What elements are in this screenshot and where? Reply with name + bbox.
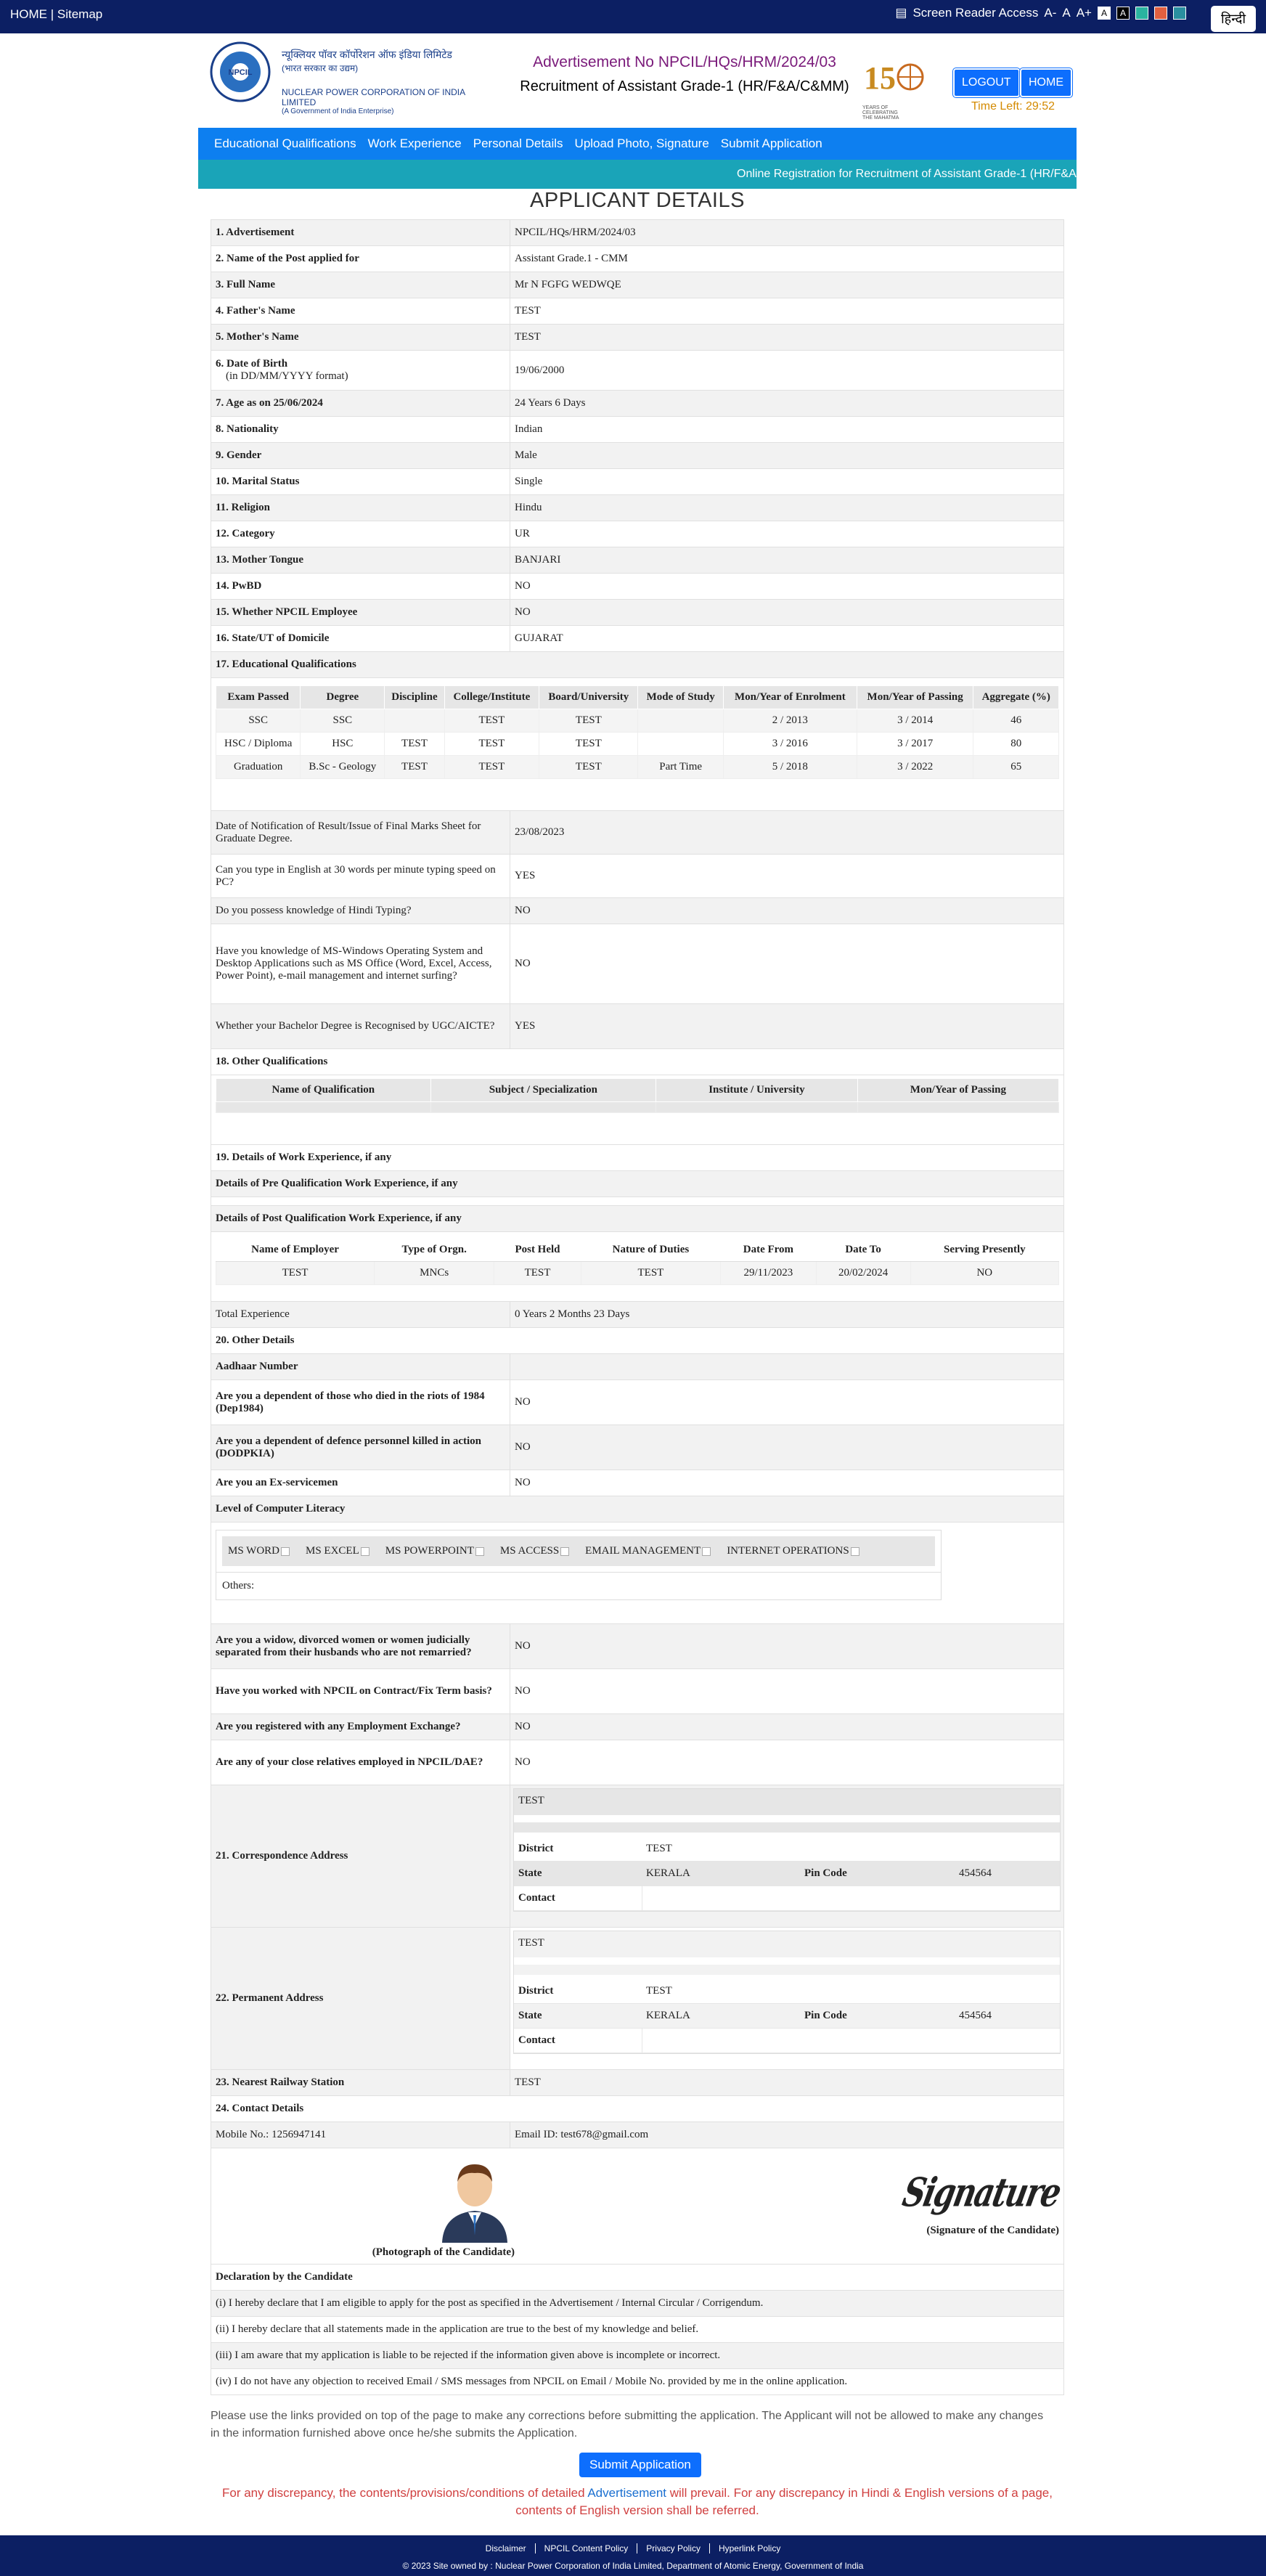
cell: 3 / 2016 [723,733,857,756]
nav-submit-application[interactable]: Submit Application [720,136,822,150]
edu-heading: 17. Educational Qualifications [216,659,356,670]
row-value: TEST [515,305,541,317]
contact-label: Contact [514,2029,642,2053]
cell: TEST [539,733,638,756]
font-increase-button[interactable]: A+ [1076,6,1092,20]
literacy-ms-word[interactable]: MS WORD [228,1545,290,1557]
row-value: Single [515,476,543,487]
detail-row [211,220,1064,246]
row-value: 23/08/2023 [515,826,565,838]
literacy-wrap [211,1523,1064,1624]
row-value [510,1928,1063,2069]
contact-label: Contact [514,1886,642,1911]
table-row [216,709,1059,733]
row-value: NO [515,905,531,916]
row-label: Are you registered with any Employment Exchange? [211,1714,510,1740]
cell [656,1102,858,1113]
org-name-block [282,48,470,115]
row-value [510,1785,1063,1927]
top-bar [0,0,1266,33]
detail-row [211,298,1064,325]
row-label: Total Experience [211,1302,510,1327]
cell: 80 [973,733,1059,756]
literacy-others: Others: [216,1572,941,1599]
literacy-ms-excel[interactable]: MS EXCEL [306,1545,369,1557]
address-line: TEST [514,1789,1060,1815]
detail-row [211,1740,1064,1785]
detail-row [211,1380,1064,1425]
photo-block [216,2156,515,2264]
theme-blue-button[interactable] [1173,7,1186,20]
svg-text:NPCIL: NPCIL [228,68,253,77]
cell: HSC [301,733,385,756]
other-details-heading: 20. Other Details [216,1334,295,1346]
address-line: TEST [514,1931,1060,1957]
row-label: Aadhaar Number [211,1354,510,1379]
org-sub-english: (A Government of India Enterprise) [282,107,394,115]
cell: TEST [385,756,444,779]
col-header: Date From [721,1239,817,1262]
work-table-wrap [211,1232,1064,1302]
nav-educational-qualifications[interactable]: Educational Qualifications [214,136,356,150]
cell [385,709,444,733]
col-header: Institute / University [656,1079,858,1102]
cell: NO [910,1262,1058,1285]
cell: Part Time [638,756,723,779]
declaration-item [211,2343,1064,2369]
detail-row [211,1714,1064,1740]
detail-row [211,1624,1064,1669]
work-heading: 19. Details of Work Experience, if any [216,1152,392,1163]
row-label: 21. Correspondence Address [211,1785,510,1927]
row-label: 15. Whether NPCIL Employee [211,600,510,625]
footer-content-policy-link[interactable]: NPCIL Content Policy [536,2543,638,2553]
cell [430,1102,656,1113]
org-name-english: NUCLEAR POWER CORPORATION OF INDIA LIMITED [282,87,465,107]
cell: 5 / 2018 [723,756,857,779]
cell: 46 [973,709,1059,733]
row-label: Are you a widow, divorced women or women judicially separated from their husbands who are not remarried? [211,1624,510,1668]
footer-copyright: © 2023 Site owned by : Nuclear Power Corporation of India Limited, Department of Atomic Energy, Government of India [402,2561,864,2571]
row-value: 19/06/2000 [515,364,565,376]
cell: 29/11/2023 [721,1262,817,1285]
section-heading [211,652,1064,678]
cell: HSC / Diploma [216,733,301,756]
cell: 3 / 2022 [857,756,973,779]
row-label: Can you type in English at 30 words per minute typing speed on PC? [211,855,510,897]
other-qualifications-table [216,1078,1059,1113]
detail-row [211,246,1064,272]
row-label: 23. Nearest Railway Station [211,2070,510,2095]
education-table [216,685,1059,779]
theme-white-button[interactable]: A [1098,7,1111,20]
row-label: 9. Gender [211,443,510,468]
cell: TEST [539,709,638,733]
row-label: Are you a dependent of those who died in the riots of 1984 (Dep1984) [211,1380,510,1424]
announcement-marquee [198,160,1077,189]
state-value: KERALA [642,1862,800,1886]
row-label: 10. Marital Status [211,469,510,494]
row-value: UR [515,528,530,539]
detail-row [211,547,1064,574]
row-value: TEST [515,2076,541,2088]
pre-work-heading: Details of Pre Qualification Work Experience, if any [216,1178,458,1189]
col-header: Mon/Year of Passing [857,1079,1058,1102]
section-heading [211,2265,1064,2291]
nav-personal-details[interactable]: Personal Details [473,136,563,150]
marquee-text: Online Registration for Recruitment of Assistant Grade-1 (HR/F&A [737,168,1077,180]
table-row [216,1102,1059,1113]
row-value: NO [515,1477,531,1488]
logout-button[interactable]: LOGOUT [953,68,1020,97]
state-label: State [514,1862,642,1886]
col-header: College/Institute [444,686,539,709]
row-label: 12. Category [211,521,510,547]
address-box [513,1931,1061,2054]
other-qual-heading: 18. Other Qualifications [216,1056,328,1067]
col-header: Mon/Year of Passing [857,686,973,709]
detail-row [211,391,1064,417]
address-grid [514,1837,1060,1911]
col-header: Subject / Specialization [430,1079,656,1102]
literacy-ms-powerpoint[interactable]: MS POWERPOINT [385,1545,484,1557]
row-label: 2. Name of the Post applied for [211,246,510,272]
section-heading [211,1049,1064,1075]
row-label: Are you a dependent of defence personnel killed in action (DODPKIA) [211,1425,510,1470]
cell: TEST [581,1262,720,1285]
detail-row [211,1354,1064,1380]
edu-table-wrap [211,678,1064,811]
col-header: Aggregate (%) [973,686,1059,709]
page-title: APPLICANT DETAILS [530,189,745,212]
detail-row [211,898,1064,924]
table-header-row [216,1079,1059,1102]
cell: SSC [216,709,301,733]
disc-text-b: will prevail. For any discrepancy in Hindi & English versions of a page, contents of English version shall be referred. [515,2486,1053,2517]
row-label [211,351,510,390]
declaration-heading: Declaration by the Candidate [216,2271,353,2283]
row-label: 1. Advertisement [211,220,510,245]
declaration-item [211,2291,1064,2317]
row-value: NO [515,1441,531,1453]
row-value: NO [515,1640,531,1652]
cell: TEST [385,733,444,756]
row-label: 13. Mother Tongue [211,547,510,573]
table-row [216,756,1059,779]
row-label: Are you an Ex-servicemen [211,1470,510,1496]
cell: 3 / 2014 [857,709,973,733]
svg-text:15: 15 [864,60,896,96]
screen-reader-link[interactable]: Screen Reader Access [912,6,1039,20]
advertisement-link[interactable]: Advertisement [587,2486,667,2500]
section-heading [211,1206,1064,1232]
gandhi-150-icon [862,58,935,102]
advertisement-number: Advertisement No NPCIL/HQs/HRM/2024/03 [533,54,836,70]
table-header-row [216,1239,1059,1262]
pin-label: Pin Code [800,2004,955,2029]
cell: B.Sc - Geology [301,756,385,779]
literacy-email-management[interactable]: EMAIL MANAGEMENT [585,1545,711,1557]
district-label: District [514,1979,642,2004]
declaration-item [211,2369,1064,2395]
detail-row [211,521,1064,547]
detail-row [211,855,1064,898]
row-value: NO [515,1756,531,1768]
npcil-logo [204,39,277,119]
district-label: District [514,1837,642,1862]
cell: TEST [444,733,539,756]
detail-row [211,600,1064,626]
work-experience-table [216,1238,1059,1285]
detail-row [211,469,1064,495]
literacy-heading: Level of Computer Literacy [216,1503,346,1515]
row-value: YES [515,870,536,881]
contact-value [642,1886,1060,1911]
font-normal-button[interactable]: A [1062,6,1071,20]
cell: 2 / 2013 [723,709,857,733]
emblem-caption: YEARS OF CELEBRATING THE MAHATMA [862,105,899,121]
theme-teal-button[interactable] [1135,7,1148,20]
photo-caption: (Photograph of the Candidate) [372,2246,515,2258]
org-sub-hindi: (भारत सरकार का उद्यम) [282,63,359,73]
detail-row [211,325,1064,351]
detail-row [211,626,1064,652]
cell: SSC [301,709,385,733]
post-work-heading: Details of Post Qualification Work Experience, if any [216,1212,462,1224]
section-heading [211,1145,1064,1171]
cell: TEST [444,756,539,779]
org-name-hindi: न्यूक्लियर पॉवर कॉर्पोरेशन ऑफ इंडिया लिमिटेड [282,49,452,60]
site-header [198,33,1077,128]
row-value: 0 Years 2 Months 23 Days [515,1308,630,1320]
declaration-text: (i) I hereby declare that I am eligible to apply for the post as specified in the Advertisement / Internal Circular / Corrigendum. [216,2297,764,2309]
theme-orange-button[interactable] [1154,7,1167,20]
home-link[interactable]: HOME [10,7,47,21]
cell [857,1102,1058,1113]
row-value: Hindu [515,502,542,513]
cell: TEST [444,709,539,733]
time-left: Time Left: 29:52 [971,100,1055,113]
col-header: Type of Orgn. [375,1239,494,1262]
home-button[interactable]: HOME [1020,68,1072,97]
detail-row [211,351,1064,391]
row-value: Male [515,449,537,461]
detail-row [211,1669,1064,1714]
col-header: Mode of Study [638,686,723,709]
row-label: 8. Nationality [211,417,510,442]
row-value: 24 Years 6 Days [515,397,586,409]
row-label: Have you worked with NPCIL on Contract/Fix Term basis? [211,1669,510,1713]
cell [638,709,723,733]
detail-row [211,1302,1064,1328]
declaration-text: (ii) I hereby declare that all statements made in the application are true to the best of my knowledge and belief. [216,2323,699,2335]
row-value: NO [515,1685,531,1697]
row-value: NO [515,1396,531,1408]
correspondence-address-row [211,1785,1064,1928]
row-label: 5. Mother's Name [211,325,510,350]
address-box [513,1788,1061,1912]
col-header: Date To [816,1239,910,1262]
signature-block [899,2156,1064,2264]
footer-hyperlink-policy-link[interactable]: Hyperlink Policy [718,2543,781,2553]
row-value: TEST [515,331,541,343]
gandhi-150-emblem [862,58,935,121]
detail-row [211,1470,1064,1496]
dob-label: 6. Date of Birth [216,358,288,370]
advertisement-info [503,54,866,95]
submit-application-button[interactable]: Submit Application [579,2453,701,2477]
spacer [211,1197,1064,1206]
row-label: 11. Religion [211,495,510,521]
email-id: Email ID: test678@gmail.com [515,2129,649,2140]
row-value: NPCIL/HQs/HRM/2024/03 [515,227,636,238]
table-header-row [216,686,1059,709]
district-value: TEST [642,1979,800,2004]
row-label: Date of Notification of Result/Issue of Final Marks Sheet for Graduate Degree. [211,811,510,854]
candidate-photo [435,2156,515,2243]
col-header: Exam Passed [216,686,301,709]
discrepancy-note [198,2485,1077,2519]
cell: Graduation [216,756,301,779]
nav-work-experience[interactable]: Work Experience [367,136,462,150]
mobile-number: Mobile No.: 1256947141 [211,2122,510,2148]
cell: TEST [216,1262,375,1285]
section-heading [211,1496,1064,1523]
cell [638,733,723,756]
detail-row [211,924,1064,1004]
font-decrease-button[interactable]: A- [1044,6,1057,20]
detail-row [211,1425,1064,1470]
detail-row [211,443,1064,469]
footer-disclaimer-link[interactable]: Disclaimer [477,2543,536,2553]
candidate-signature: Signature [899,2169,1064,2216]
cell: 3 / 2017 [857,733,973,756]
detail-row [211,811,1064,855]
pin-value: 454564 [955,1862,1060,1886]
col-header: Nature of Duties [581,1239,720,1262]
screen-reader-icon: ▤ [895,6,907,20]
row-label: 3. Full Name [211,272,510,298]
section-heading [211,2096,1064,2122]
row-value: NO [515,580,531,592]
detail-row [211,2070,1064,2096]
footer [0,2535,1266,2576]
row-value: NO [515,606,531,618]
state-value: KERALA [642,2004,800,2029]
row-label: Are any of your close relatives employed in NPCIL/DAE? [211,1740,510,1785]
col-header: Serving Presently [910,1239,1058,1262]
cell: TEST [494,1262,581,1285]
col-header: Degree [301,686,385,709]
row-value: GUJARAT [515,632,563,644]
col-header: Mon/Year of Enrolment [723,686,857,709]
sitemap-link[interactable]: Sitemap [57,7,103,21]
row-label: Whether your Bachelor Degree is Recognised by UGC/AICTE? [211,1004,510,1048]
photo-signature-row [211,2148,1064,2265]
section-heading [211,1171,1064,1197]
main-nav [198,128,1077,160]
table-row [216,1262,1059,1285]
row-value: Mr N FGFG WEDWQE [515,279,621,290]
nav-upload-photo-signature[interactable]: Upload Photo, Signature [574,136,709,150]
literacy-options [222,1536,935,1566]
literacy-internet-operations[interactable]: INTERNET OPERATIONS [727,1545,859,1557]
contact-value [642,2029,1060,2053]
signature-caption: (Signature of the Candidate) [926,2225,1059,2236]
hindi-language-button[interactable]: हिन्दी [1211,6,1256,32]
cell [216,1102,431,1113]
other-qual-wrap [211,1075,1064,1145]
col-header: Board/University [539,686,638,709]
district-value: TEST [642,1837,800,1862]
section-heading [211,1328,1064,1354]
table-row [216,733,1059,756]
row-label: 14. PwBD [211,574,510,599]
declaration-text: (iv) I do not have any objection to received Email / SMS messages from NPCIL on Email / Mobile No. provided by me in the online application. [216,2376,848,2387]
detail-row [211,574,1064,600]
row-value: NO [515,958,531,969]
col-header: Name of Employer [216,1239,375,1262]
detail-row [211,272,1064,298]
row-label: 22. Permanent Address [211,1928,510,2069]
footer-privacy-policy-link[interactable]: Privacy Policy [637,2543,710,2553]
pin-label: Pin Code [800,1862,955,1886]
pin-value: 454564 [955,2004,1060,2029]
dob-format: (in DD/MM/YYYY format) [226,370,348,382]
col-header: Name of Qualification [216,1079,431,1102]
footer-links [0,2535,1266,2553]
contact-heading: 24. Contact Details [216,2103,304,2114]
cell: TEST [539,756,638,779]
row-value: BANJARI [515,554,561,566]
permanent-address-row [211,1928,1064,2070]
row-label: Do you possess knowledge of Hindi Typing? [211,898,510,924]
declaration-item [211,2317,1064,2343]
detail-row [211,1004,1064,1049]
row-label: 4. Father's Name [211,298,510,324]
col-header: Post Held [494,1239,581,1262]
row-label: Have you knowledge of MS-Windows Operating System and Desktop Applications such as MS Office (Word, Excel, Access, Power Point), e-mail management and internet surfing? [211,924,510,1003]
disc-text-a: For any discrepancy, the contents/provisions/conditions of detailed [221,2486,588,2500]
row-value: YES [515,1020,536,1032]
theme-black-button[interactable]: A [1116,7,1130,20]
detail-row [211,495,1064,521]
cell: MNCs [375,1262,494,1285]
address-grid [514,1979,1060,2053]
row-value: NO [515,1721,531,1732]
cell: 20/02/2024 [816,1262,910,1285]
row-value [510,1354,1063,1379]
col-header: Discipline [385,686,444,709]
row-label: 7. Age as on 25/06/2024 [211,391,510,416]
state-label: State [514,2004,642,2029]
detail-row [211,2122,1064,2148]
divider: | [50,7,54,21]
row-value: Assistant Grade.1 - CMM [515,253,628,264]
computer-literacy-box [216,1530,942,1600]
cell: 65 [973,756,1059,779]
declaration-text: (iii) I am aware that my application is liable to be rejected if the information given above is incomplete or incorrect. [216,2349,721,2361]
row-value: Indian [515,423,543,435]
literacy-ms-access[interactable]: MS ACCESS [500,1545,569,1557]
row-label: 16. State/UT of Domicile [211,626,510,651]
applicant-details [211,219,1064,2395]
correction-note: Please use the links provided on top of the page to make any corrections before submitting the application. The Applicant will not be allowed to make any changes in the information furnished above once he/she submits the Application. [211,2410,1044,2440]
recruitment-title: Recruitment of Assistant Grade-1 (HR/F&A/C&MM) [520,78,849,94]
detail-row [211,417,1064,443]
